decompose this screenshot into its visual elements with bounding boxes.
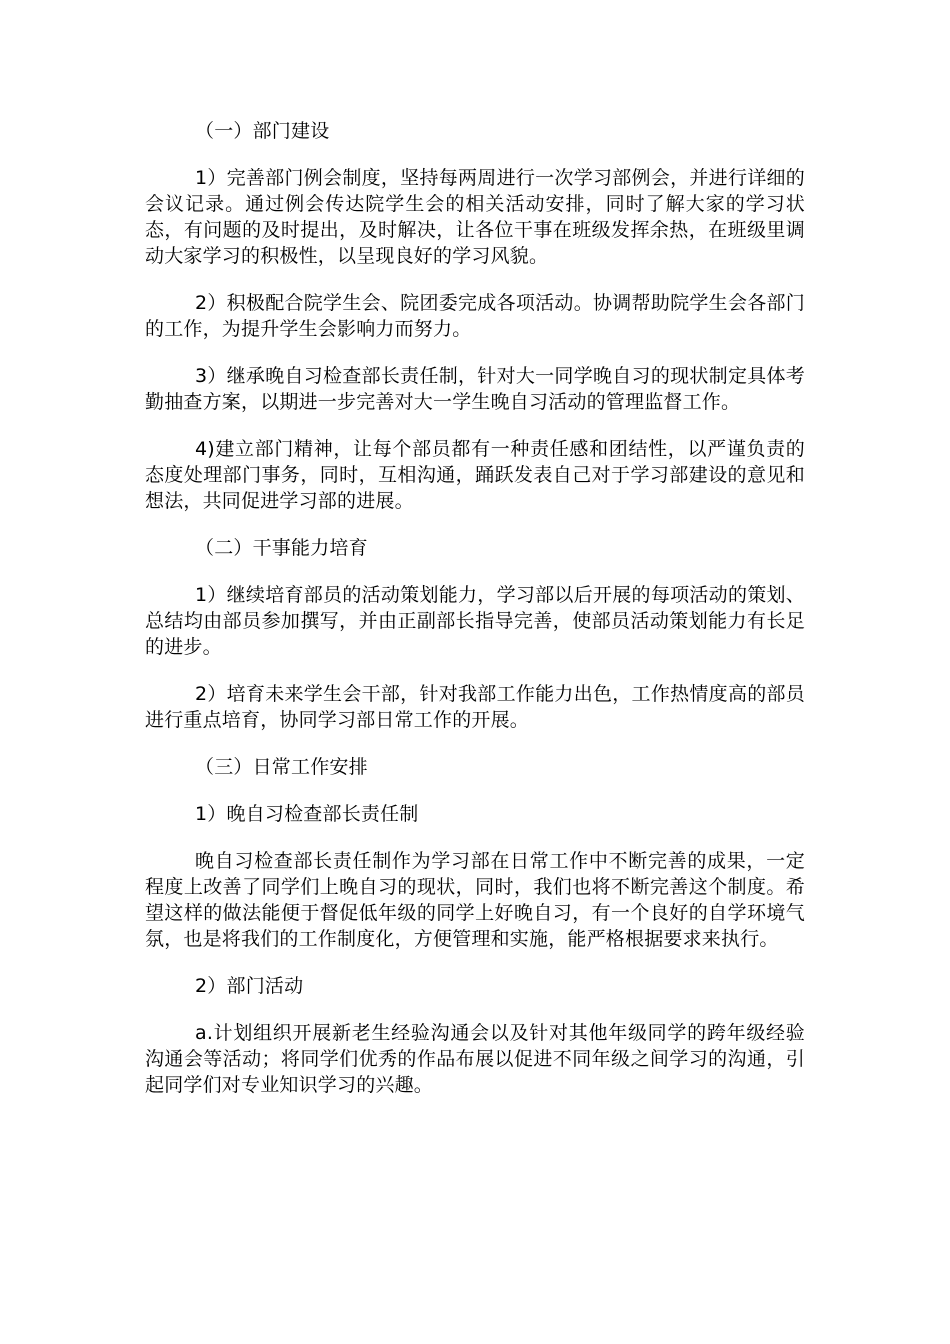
subsection-heading-3-1: 1）晚自习检查部长责任制 [195, 803, 419, 825]
paragraph-3-2: a.计划组织开展新老生经验沟通会以及针对其他年级同学的跨年级经验沟通会等活动；将同学们优秀的作品布展以促进不同年级之间学习的沟通，引起同学们对专业知识学习的兴趣。 [145, 1022, 805, 1096]
paragraph-2-1: 1）继续培育部员的活动策划能力，学习部以后开展的每项活动的策划、总结均由部员参加撰写，并由正副部长指导完善，使部员活动策划能力有长足的进步。 [145, 584, 805, 658]
section-heading-2: （二）干事能力培育 [195, 537, 368, 559]
section-heading-1: （一）部门建设 [195, 120, 330, 142]
paragraph-1-3: 3）继承晚自习检查部长责任制，针对大一同学晚自习的现状制定具体考勤抽查方案，以期进一步完善对大一学生晚自习活动的管理监督工作。 [145, 365, 805, 413]
document-body [145, 118, 805, 1098]
paragraph-1-2: 2）积极配合院学生会、院团委完成各项活动。协调帮助院学生会各部门的工作，为提升学生会影响力而努力。 [145, 292, 805, 340]
subsection-heading-3-2: 2）部门活动 [195, 975, 304, 997]
paragraph-3-1: 晚自习检查部长责任制作为学习部在日常工作中不断完善的成果，一定程度上改善了同学们上晚自习的现状，同时，我们也将不断完善这个制度。希望这样的做法能便于督促低年级的同学上好晚自习，有一个良好的自学环境气氛，也是将我们的工作制度化，方便管理和实施，能严格根据要求来执行。 [145, 850, 805, 950]
paragraph-1-4: 4)建立部门精神，让每个部员都有一种责任感和团结性，以严谨负责的态度处理部门事务，同时，互相沟通，踊跃发表自己对于学习部建设的意见和想法，共同促进学习部的进展。 [145, 438, 805, 512]
paragraph-2-2: 2）培育未来学生会干部，针对我部工作能力出色，工作热情度高的部员进行重点培育，协同学习部日常工作的开展。 [145, 683, 805, 731]
section-heading-3: （三）日常工作安排 [195, 756, 368, 778]
paragraph-1-1: 1）完善部门例会制度，坚持每两周进行一次学习部例会，并进行详细的会议记录。通过例会传达院学生会的相关活动安排，同时了解大家的学习状态，有问题的及时提出，及时解决，让各位干事在班级发挥余热，在班级里调动大家学习的积极性，以呈现良好的学习风貌。 [145, 167, 805, 267]
